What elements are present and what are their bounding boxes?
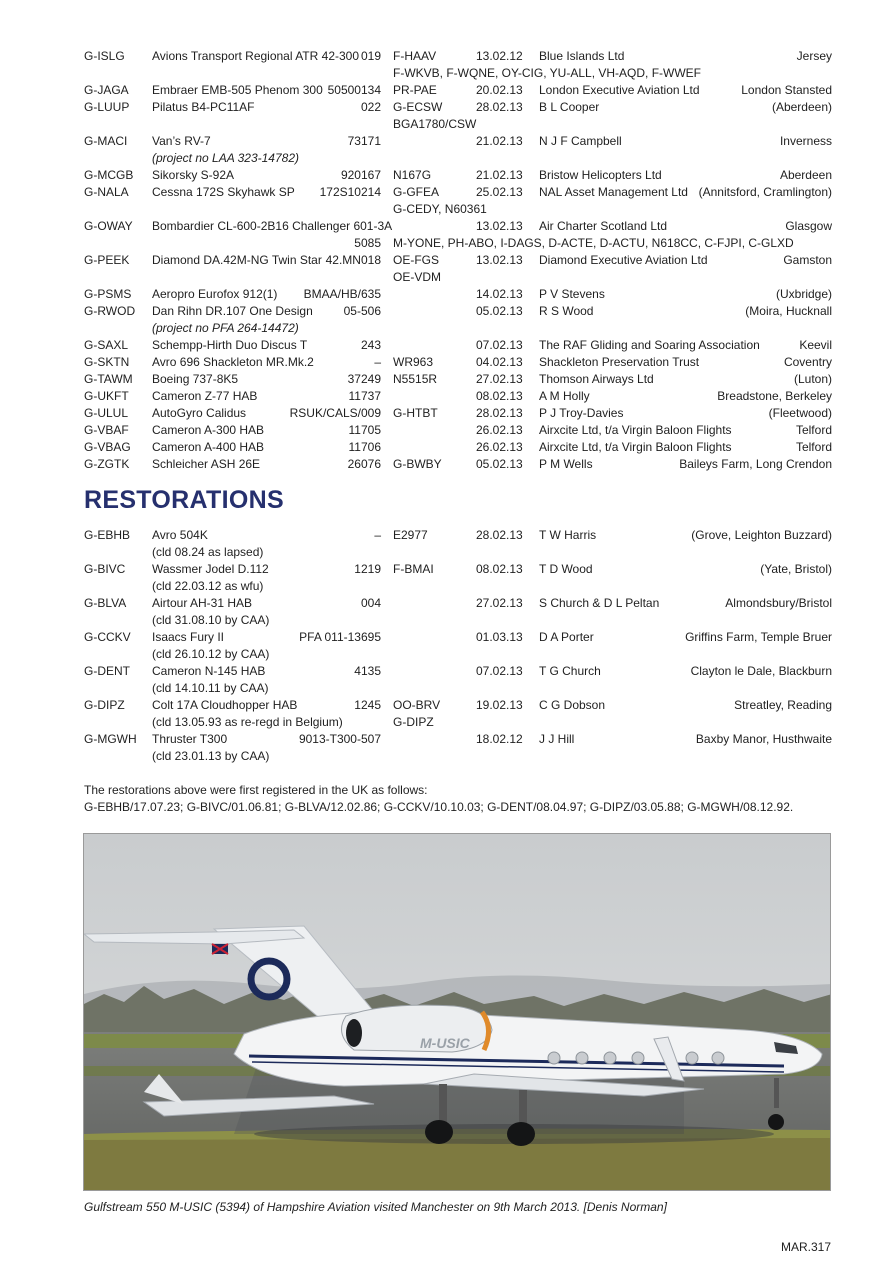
aircraft-type: Wassmer Jodel D.112 [152,562,269,576]
construction-number: 11706 [348,440,381,454]
aircraft-type: Airtour AH-31 HAB [152,596,253,610]
construction-number: 5085 [354,236,381,250]
base-location: Aberdeen [779,168,832,182]
table-row [84,286,832,303]
previous-identity: E2977 [393,528,428,542]
base-location: Almondsbury/Bristol [725,596,832,610]
base-location: (Annitsford, Cramlington) [698,185,832,199]
aircraft-type: Pilatus B4-PC11AF [152,100,255,114]
registration-date: 27.02.13 [476,596,523,610]
registration: G-NALA [84,185,129,199]
registration: G-SKTN [84,355,130,369]
construction-number: 920167 [340,168,381,182]
construction-number: 50500134 [327,83,381,97]
owner: N J F Campbell [539,134,622,148]
aircraft-registration-marking: M-USIC [420,1035,470,1051]
construction-number: 9013-T300-507 [298,732,381,746]
registration-date: 04.02.13 [476,355,523,369]
registration-date: 13.02.13 [476,219,523,233]
base-location: (Yate, Bristol) [760,562,832,576]
construction-number: – [374,528,381,542]
base-location: Glasgow [785,219,832,233]
aircraft-type: Avions Transport Regional ATR 42-300 [152,49,360,63]
base-location: (Grove, Leighton Buzzard) [691,528,832,542]
construction-number: 26076 [347,457,381,471]
owner: NAL Asset Management Ltd [539,185,688,199]
construction-number: 1219 [354,562,381,576]
registration: G-OWAY [84,219,133,233]
previous-identity: F-HAAV [393,49,437,63]
owner: Blue Islands Ltd [539,49,625,63]
registration: G-EBHB [84,528,131,542]
registration: G-BIVC [84,562,126,576]
construction-number: 004 [360,596,381,610]
base-location: Baileys Farm, Long Crendon [679,457,832,471]
table-row [84,133,832,167]
previous-identities-continued: F-WKVB, F-WQNE, OY-CIG, YU-ALL, VH-AQD, F-WWEF [393,66,702,80]
base-location: (Moira, Hucknall [745,304,832,318]
registration-date: 26.02.13 [476,423,523,437]
previous-identity: G-HTBT [393,406,438,420]
owner: P M Wells [539,457,593,471]
registration: G-ULUL [84,406,129,420]
aircraft-type: Schleicher ASH 26E [152,457,261,471]
construction-number: 73171 [347,134,381,148]
construction-number: 022 [360,100,381,114]
aircraft-type: Embraer EMB-505 Phenom 300 [152,83,323,97]
owner: T W Harris [539,528,597,542]
registration-date: 07.02.13 [476,664,523,678]
registration-date: 08.02.13 [476,562,523,576]
base-location: Coventry [783,355,832,369]
table-row [84,561,832,595]
previous-identity: OE-FGS [393,253,440,267]
registration: G-ZGTK [84,457,130,471]
table-row [84,629,832,663]
row-note: (cld 08.24 as lapsed) [152,545,264,559]
registration-date: 14.02.13 [476,287,523,301]
registration-date: 07.02.13 [476,338,523,352]
registration-date: 18.02.12 [476,732,523,746]
previous-identities-continued: M-YONE, PH-ABO, I-DAGS, D-ACTE, D-ACTU, N618CC, C-FJPI, C-GLXD [393,236,794,250]
owner: Airxcite Ltd, t/a Virgin Baloon Flights [539,423,732,437]
aircraft-type: Thruster T300 [152,732,228,746]
owner: C G Dobson [539,698,606,712]
owner: P V Stevens [539,287,605,301]
aircraft-type: Boeing 737-8K5 [152,372,239,386]
construction-number: 172S10214 [319,185,381,199]
photo-caption: Gulfstream 550 M-USIC (5394) of Hampshire Aviation visited Manchester on 9th March 2013. [Denis Norman] [84,1200,667,1214]
registration-date: 13.02.13 [476,253,523,267]
previous-identity: N5515R [393,372,438,386]
table-row [84,527,832,561]
base-location: Inverness [779,134,832,148]
registration: G-RWOD [84,304,136,318]
base-location: Telford [795,440,832,454]
registration: G-DENT [84,664,130,678]
owner: Shackleton Preservation Trust [539,355,700,369]
registration: G-TAWM [84,372,133,386]
previous-identity: PR-PAE [393,83,437,97]
construction-number: BMAA/HB/635 [303,287,381,301]
notes-first-registered: G-EBHB/17.07.23; G-BIVC/01.06.81; G-BLVA/12.02.86; G-CCKV/10.10.03; G-DENT/08.04.97; G-DIPZ/03.05.88; G-MGWH/08.12.92. [84,800,794,814]
table-row [84,337,832,354]
aircraft-type: Cameron Z-77 HAB [152,389,258,403]
construction-number: 05-506 [343,304,381,318]
registration-date: 27.02.13 [476,372,523,386]
table-row [84,595,832,629]
registration: G-LUUP [84,100,130,114]
registration-date: 13.02.12 [476,49,523,63]
registration: G-BLVA [84,596,127,610]
registration: G-MCGB [84,168,134,182]
previous-identities-continued: G-DIPZ [393,715,434,729]
construction-number: – [374,355,381,369]
restorations-table [84,527,832,765]
row-note: (cld 13.05.93 as re-regd in Belgium) [152,715,343,729]
owner: B L Cooper [539,100,600,114]
row-note: (project no LAA 323-14782) [152,151,299,165]
owner: Air Charter Scotland Ltd [539,219,668,233]
row-note: (cld 14.10.11 by CAA) [152,681,269,695]
base-location: (Uxbridge) [775,287,832,301]
owner: P J Troy-Davies [539,406,624,420]
owner: T G Church [539,664,601,678]
registration-date: 21.02.13 [476,168,523,182]
construction-number: 019 [360,49,381,63]
aircraft-photo [83,833,831,1191]
previous-identities-continued: BGA1780/CSW [393,117,477,131]
registration: G-MACI [84,134,128,148]
registration-date: 21.02.13 [476,134,523,148]
registration-date: 20.02.13 [476,83,523,97]
base-location: Griffins Farm, Temple Bruer [685,630,832,644]
construction-number: 11705 [348,423,381,437]
base-location: Breadstone, Berkeley [717,389,832,403]
construction-number: 11737 [348,389,381,403]
construction-number: 4135 [354,664,381,678]
registration-date: 05.02.13 [476,304,523,318]
registration: G-PSMS [84,287,132,301]
aircraft-type: Bombardier CL-600-2B16 Challenger 601-3A [152,219,393,233]
registration: G-SAXL [84,338,129,352]
table-row [84,371,832,388]
table-row [84,218,832,252]
owner: R S Wood [539,304,594,318]
registration-date: 01.03.13 [476,630,523,644]
previous-identity: N167G [393,168,432,182]
table-row [84,354,832,371]
previous-identities-continued: G-CEDY, N60361 [393,202,487,216]
table-row [84,697,832,731]
registration-date: 05.02.13 [476,457,523,471]
row-note: (cld 23.01.13 by CAA) [152,749,270,763]
aircraft-type: AutoGyro Calidus [152,406,247,420]
construction-number: 42.MN018 [325,253,381,267]
page-number: MAR.317 [780,1240,831,1254]
table-row [84,456,832,473]
aircraft-type: Avro 504K [152,528,208,542]
registration-date: 08.02.13 [476,389,523,403]
owner: J J Hill [539,732,575,746]
base-location: Telford [795,423,832,437]
owner: Diamond Executive Aviation Ltd [539,253,708,267]
owner: Airxcite Ltd, t/a Virgin Baloon Flights [539,440,732,454]
owner: London Executive Aviation Ltd [539,83,700,97]
registration-date: 28.02.13 [476,406,523,420]
construction-number: RSUK/CALS/009 [289,406,381,420]
aircraft-type: Colt 17A Cloudhopper HAB [152,698,298,712]
registration: G-JAGA [84,83,129,97]
table-row [84,303,832,337]
table-row [84,167,832,184]
registration-date: 28.02.13 [476,100,523,114]
registrations-table [84,48,832,473]
registration: G-ISLG [84,49,125,63]
base-location: (Luton) [793,372,832,386]
base-location: Clayton le Dale, Blackburn [690,664,832,678]
table-row [84,48,832,82]
previous-identity: G-GFEA [393,185,440,199]
registration: G-VBAG [84,440,131,454]
aircraft-type: Cameron A-400 HAB [152,440,265,454]
table-row [84,422,832,439]
registration: G-UKFT [84,389,129,403]
previous-identity: WR963 [393,355,434,369]
aircraft-type: Van’s RV-7 [152,134,211,148]
aircraft-type: Cameron N-145 HAB [152,664,266,678]
registration-date: 25.02.13 [476,185,523,199]
base-location: Gamston [783,253,832,267]
aircraft-type: Isaacs Fury II [152,630,225,644]
previous-identity: G-BWBY [393,457,442,471]
registration: G-DIPZ [84,698,125,712]
table-row [84,82,832,99]
notes-intro: The restorations above were first registered in the UK as follows: [84,783,428,797]
owner: D A Porter [539,630,594,644]
registration-date: 26.02.13 [476,440,523,454]
owner: The RAF Gliding and Soaring Association [539,338,760,352]
previous-identity: G-ECSW [393,100,443,114]
base-location: Streatley, Reading [734,698,832,712]
construction-number: PFA 011-13695 [299,630,381,644]
base-location: Jersey [796,49,832,63]
table-row [84,252,832,286]
registration: G-VBAF [84,423,129,437]
restorations-notes [84,782,844,816]
registration-date: 19.02.13 [476,698,523,712]
row-note: (cld 22.03.12 as wfu) [152,579,264,593]
base-location: (Aberdeen) [771,100,832,114]
previous-identities-continued: OE-VDM [393,270,441,284]
aircraft-type: Aeropro Eurofox 912(1) [152,287,278,301]
aircraft-type: Dan Rihn DR.107 One Design [152,304,313,318]
owner: Thomson Airways Ltd [539,372,654,386]
registration-date: 28.02.13 [476,528,523,542]
construction-number: 37249 [347,372,381,386]
row-note: (cld 31.08.10 by CAA) [152,613,270,627]
registration: G-PEEK [84,253,130,267]
row-note: (project no PFA 264-14472) [152,321,299,335]
previous-identity: OO-BRV [393,698,441,712]
aircraft-type: Sikorsky S-92A [152,168,235,182]
restorations-heading: RESTORATIONS [84,486,284,514]
table-row [84,184,832,218]
aircraft-type: Cessna 172S Skyhawk SP [152,185,295,199]
construction-number: 1245 [354,698,381,712]
aircraft-type: Schempp-Hirth Duo Discus T [152,338,308,352]
owner: T D Wood [539,562,593,576]
aircraft-type: Avro 696 Shackleton MR.Mk.2 [152,355,314,369]
owner: S Church & D L Peltan [539,596,660,610]
construction-number: 243 [360,338,381,352]
base-location: London Stansted [741,83,832,97]
base-location: Baxby Manor, Husthwaite [695,732,832,746]
aircraft-type: Diamond DA.42M-NG Twin Star [152,253,322,267]
row-note: (cld 26.10.12 by CAA) [152,647,270,661]
table-row [84,663,832,697]
table-row [84,439,832,456]
table-row [84,405,832,422]
table-row [84,731,832,765]
previous-identity: F-BMAI [393,562,434,576]
table-row [84,99,832,133]
base-location: Keevil [799,338,832,352]
aircraft-type: Cameron A-300 HAB [152,423,265,437]
owner: Bristow Helicopters Ltd [539,168,662,182]
table-row [84,388,832,405]
base-location: (Fleetwood) [768,406,832,420]
registration: G-MGWH [84,732,137,746]
registration: G-CCKV [84,630,131,644]
owner: A M Holly [539,389,590,403]
